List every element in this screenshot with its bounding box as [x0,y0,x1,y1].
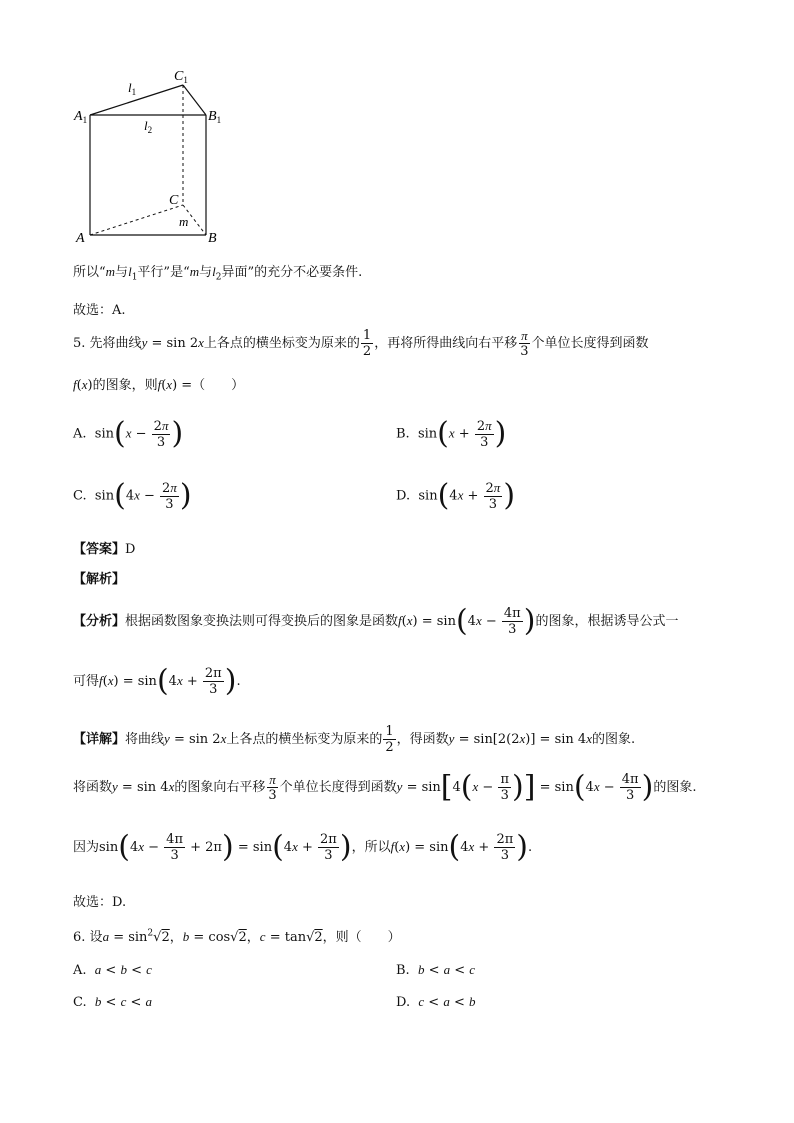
q5-stem-line2: f(x)的图象，则f(x) =（ ） [73,377,245,393]
label-A: A [76,231,85,246]
q5-stem-line1: 5. 先将曲线y = sin 2x上各点的横坐标变为原来的 $\frac{1}{2}$ ，再将所得曲线向右平移 $\frac{\pi}{3}$ 个单位长度得到函数 [73,328,649,359]
label-B: B [208,231,217,246]
q5-option-B[interactable]: B. sin(x + $\frac{2\pi}{3}$ ) [396,416,507,451]
q6-option-B[interactable]: B. b < a < c [396,962,476,978]
q5-option-D[interactable]: D. sin(4x + $\frac{2\pi}{3}$ ) [396,478,516,513]
fenxi-line2: 可得f(x) = sin(4x + $\frac{2\pi}{3}$ ). [73,663,241,699]
q5-option-A[interactable]: A. sin(x − $\frac{2\pi}{3}$ ) [73,416,184,451]
q5-option-C[interactable]: C. sin(4x − $\frac{2\pi}{3}$ ) [73,478,192,513]
fenxi-line1: 【分析】根据函数图象变换法则可得变换后的图象是函数f(x) = sin(4x − $\frac{4\pi}{3}$ )的图象，根据诱导公式一 [73,603,679,639]
q6-option-C[interactable]: C. b < c < a [73,994,153,1010]
label-A1: $A_1$ [74,109,88,125]
label-m: m [179,214,189,229]
xiangjie-line3: 因为sin(4x − $\frac{4\pi}{3}$ + 2π) = sin(4x + $\frac{2\pi}{3}$ )，所以f(x) = sin(4x + $\frac{2\pi}{3}$ ). [73,829,533,865]
select-5: 故选：D. [73,895,127,910]
select-4: 故选：A. [73,303,126,318]
prism-figure [60,60,240,250]
xiangjie-line2: 将函数y = sin 4x的图象向右平移 $\frac{\pi}{3}$ 个单位长度得到函数y = sin[4(x − $\frac{\pi}{3}$ )] = sin(4x − $\frac{4\pi}{3}$ )的图象. [73,769,697,805]
label-C: C [169,193,179,208]
answer-line: 【答案】D [73,542,136,557]
label-B1: $B_1$ [208,109,222,125]
analysis-tag: 【解析】 [73,572,126,587]
q6-option-D[interactable]: D. c < a < b [396,994,476,1010]
q6-stem: 6. 设$a = \sin^2√2$，b = cos√2，c = tan√2，则（ ） [73,928,401,945]
label-l1: $l_1$ [128,80,137,97]
label-l2: $l_2$ [144,118,153,135]
conclusion-line: 所以“m与$l_1$平行”是“m与$l_2$异面”的充分不必要条件. [73,264,363,283]
xiangjie-line1: 【详解】将曲线y = sin 2x上各点的横坐标变为原来的 $\frac{1}{2}$ ，得函数y = sin[2(2x)] = sin 4x的图象. [73,724,636,755]
label-C1: $C_1$ [174,69,188,85]
q6-option-A[interactable]: A. a < b < c [73,962,152,978]
